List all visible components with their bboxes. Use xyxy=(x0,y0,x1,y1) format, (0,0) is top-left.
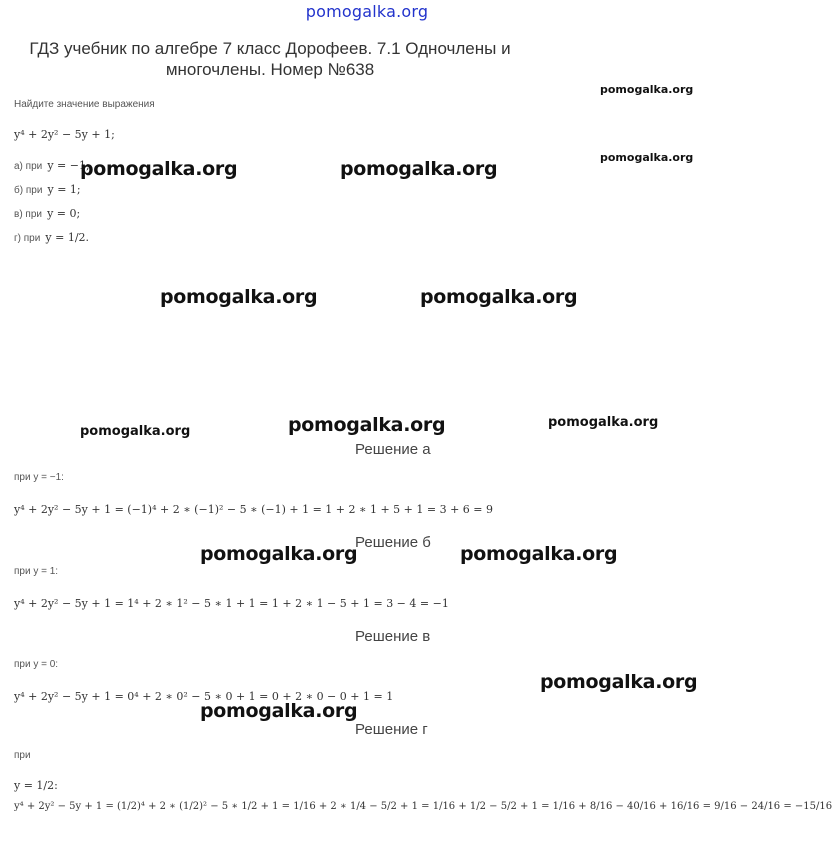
solution-g-heading: Решение г xyxy=(355,721,428,738)
solution-b-heading: Решение б xyxy=(355,534,431,551)
watermark: pomogalka.org xyxy=(600,83,694,96)
task-item-b xyxy=(14,178,81,197)
task-item-value: y = 0; xyxy=(47,207,81,220)
solution-b-condition: при y = 1: xyxy=(14,566,59,577)
task-item-a xyxy=(14,154,90,173)
site-logo[interactable]: pomogalka.org xyxy=(305,2,429,21)
watermark: pomogalka.org xyxy=(340,158,498,180)
watermark: pomogalka.org xyxy=(200,543,358,565)
solution-a-heading: Решение а xyxy=(355,441,431,458)
task-item-label: г) при xyxy=(14,233,41,244)
solution-v-heading: Решение в xyxy=(355,628,431,645)
task-prompt: Найдите значение выражения xyxy=(14,99,155,110)
solution-v-condition: при y = 0: xyxy=(14,659,59,670)
solution-g-condition-value: y = 1/2: xyxy=(14,779,58,792)
watermark: pomogalka.org xyxy=(80,424,191,439)
solution-g-condition: при xyxy=(14,750,31,761)
watermark: pomogalka.org xyxy=(80,158,238,180)
task-item-d xyxy=(14,226,89,245)
solution-v-equation: y⁴ + 2y² − 5y + 1 = 0⁴ + 2 ∗ 0² − 5 ∗ 0 + 1 = 0 + 2 ∗ 0 − 0 + 1 = 1 xyxy=(14,690,394,703)
task-item-c xyxy=(14,202,80,221)
watermark: pomogalka.org xyxy=(420,286,578,308)
task-item-value: y = −1; xyxy=(47,159,90,172)
watermark: pomogalka.org xyxy=(160,286,318,308)
solution-b-equation: y⁴ + 2y² − 5y + 1 = 1⁴ + 2 ∗ 1² − 5 ∗ 1 + 1 = 1 + 2 ∗ 1 − 5 + 1 = 3 − 4 = −1 xyxy=(14,597,449,610)
watermark: pomogalka.org xyxy=(200,700,358,722)
task-expression: y⁴ + 2y² − 5y + 1; xyxy=(14,128,115,141)
solution-a-equation: y⁴ + 2y² − 5y + 1 = (−1)⁴ + 2 ∗ (−1)² − 5 ∗ (−1) + 1 = 1 + 2 ∗ 1 + 5 + 1 = 3 + 6 = 9 xyxy=(14,503,494,516)
task-item-label: а) при xyxy=(14,161,43,172)
watermark: pomogalka.org xyxy=(288,414,446,436)
watermark: pomogalka.org xyxy=(548,415,659,430)
page-title: ГДЗ учебник по алгебре 7 класс Дорофеев. 7.1 Одночлены и многочлены. Номер №638 xyxy=(29,39,511,79)
watermark: pomogalka.org xyxy=(600,151,694,164)
solution-g-equation: y⁴ + 2y² − 5y + 1 = (1/2)⁴ + 2 ∗ (1/2)² − 5 ∗ 1/2 + 1 = 1/16 + 2 ∗ 1/4 − 5/2 + 1 = 1/16 + 1/2 − 5/2 + 1 = 1/16 + 8/16 − 40/16 + 16/16 = 9/16 − 24/16 = −15/16 xyxy=(14,801,832,812)
task-item-label: в) при xyxy=(14,209,42,220)
task-item-value: y = 1; xyxy=(47,183,81,196)
solution-a-condition: при y = −1: xyxy=(14,472,64,483)
task-item-value: y = 1/2. xyxy=(45,231,90,244)
watermark: pomogalka.org xyxy=(540,671,698,693)
watermark: pomogalka.org xyxy=(460,543,618,565)
task-item-label: б) при xyxy=(14,185,43,196)
